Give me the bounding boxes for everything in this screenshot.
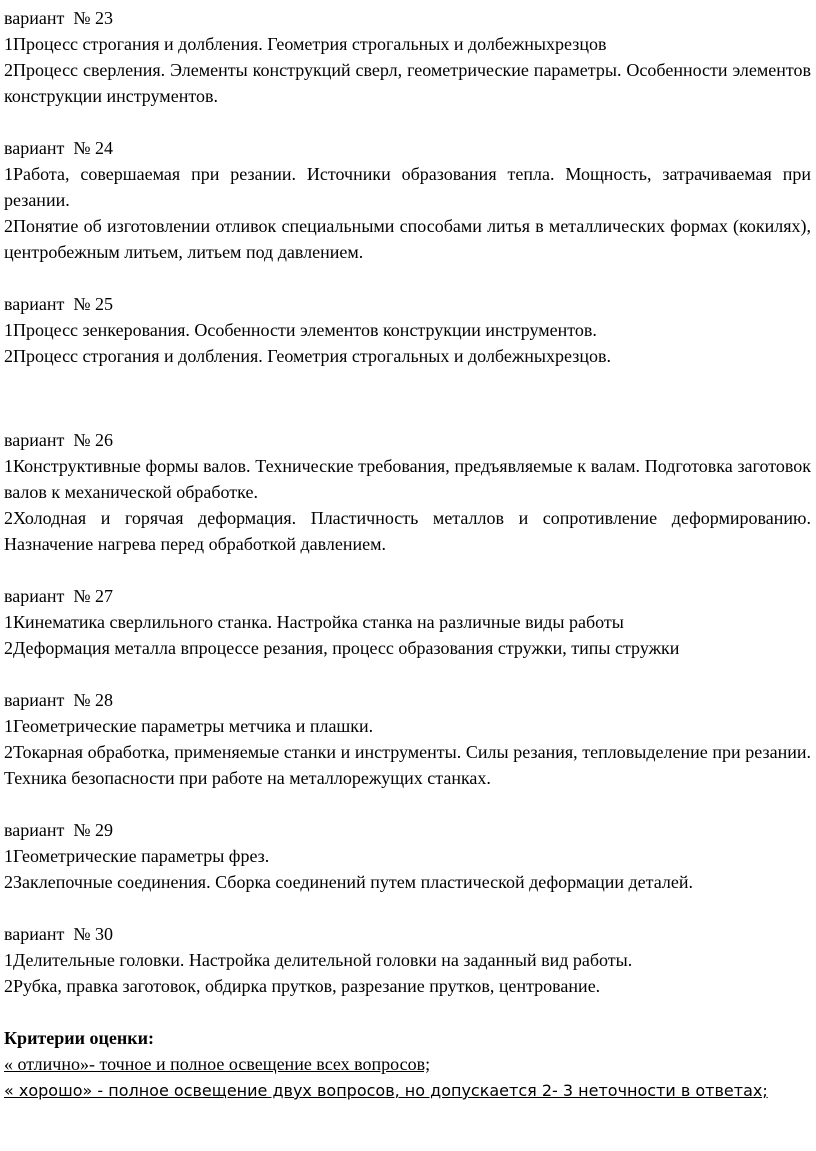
variant-question: 2Заклепочные соединения. Сборка соединений путем пластической деформации деталей.	[4, 872, 694, 892]
variant-question: 1Геометрические параметры метчика и плашки.	[4, 716, 374, 736]
variant-question: 1Работа, совершаемая при резании. Источники образования тепла. Мощность, затрачиваемая при резании.	[4, 164, 811, 210]
variant-section-26	[4, 427, 811, 557]
variant-section-29	[4, 817, 811, 895]
variant-title: вариант № 24	[4, 138, 114, 158]
variant-title: вариант № 29	[4, 820, 114, 840]
criteria-line-excellent: « отлично»- точное и полное освещение всех вопросов;	[4, 1054, 431, 1074]
variant-question: 2Холодная и горячая деформация. Пластичность металлов и сопротивление деформированию. Назначение нагрева перед обработкой давлением.	[4, 508, 811, 554]
variant-section-23	[4, 5, 811, 109]
variant-question: 1Процесс зенкерования. Особенности элементов конструкции инструментов.	[4, 320, 597, 340]
variant-question: 1Процесс строгания и долбления. Геометрия строгальных и долбежныхрезцов	[4, 34, 607, 54]
variant-title: вариант № 30	[4, 924, 114, 944]
variant-question: 1Делительные головки. Настройка делительной головки на заданный вид работы.	[4, 950, 633, 970]
variant-section-25	[4, 291, 811, 369]
variant-question: 2Рубка, правка заготовок, обдирка прутков, разрезание прутков, центрование.	[4, 976, 601, 996]
variant-section-28	[4, 687, 811, 791]
criteria-section	[4, 1025, 811, 1105]
variant-title: вариант № 28	[4, 690, 114, 710]
variant-title: вариант № 23	[4, 8, 114, 28]
variant-section-24	[4, 135, 811, 265]
criteria-line-good: « хорошо» - полное освещение двух вопросов, но допускается 2- 3 неточности в ответах;	[4, 1081, 768, 1100]
variant-title: вариант № 26	[4, 430, 114, 450]
variant-question: 1Конструктивные формы валов. Технические требования, предъявляемые к валам. Подготовка заготовок валов к механической обработке.	[4, 456, 811, 502]
variant-question: 1Кинематика сверлильного станка. Настройка станка на различные виды работы	[4, 612, 624, 632]
variant-question: 2Деформация металла впроцессе резания, процесс образования стружки, типы стружки	[4, 638, 680, 658]
variant-question: 2Понятие об изготовлении отливок специальными способами литья в металлических формах (кокилях), центробежным литьем, литьем под давлением.	[4, 216, 811, 262]
variant-question: 2Процесс строгания и долбления. Геометрия строгальных и долбежныхрезцов.	[4, 346, 611, 366]
criteria-heading: Критерии оценки:	[4, 1028, 154, 1048]
variant-section-27	[4, 583, 811, 661]
variant-question: 2Процесс сверления. Элементы конструкций сверл, геометрические параметры. Особенности элементов конструкции инструментов.	[4, 60, 811, 106]
variant-section-30	[4, 921, 811, 999]
variant-title: вариант № 27	[4, 586, 114, 606]
variant-question: 2Токарная обработка, применяемые станки и инструменты. Силы резания, тепловыделение при резании. Техника безопасности при работе на металлорежущих станках.	[4, 742, 811, 788]
variant-question: 1Геометрические параметры фрез.	[4, 846, 270, 866]
variant-title: вариант № 25	[4, 294, 114, 314]
